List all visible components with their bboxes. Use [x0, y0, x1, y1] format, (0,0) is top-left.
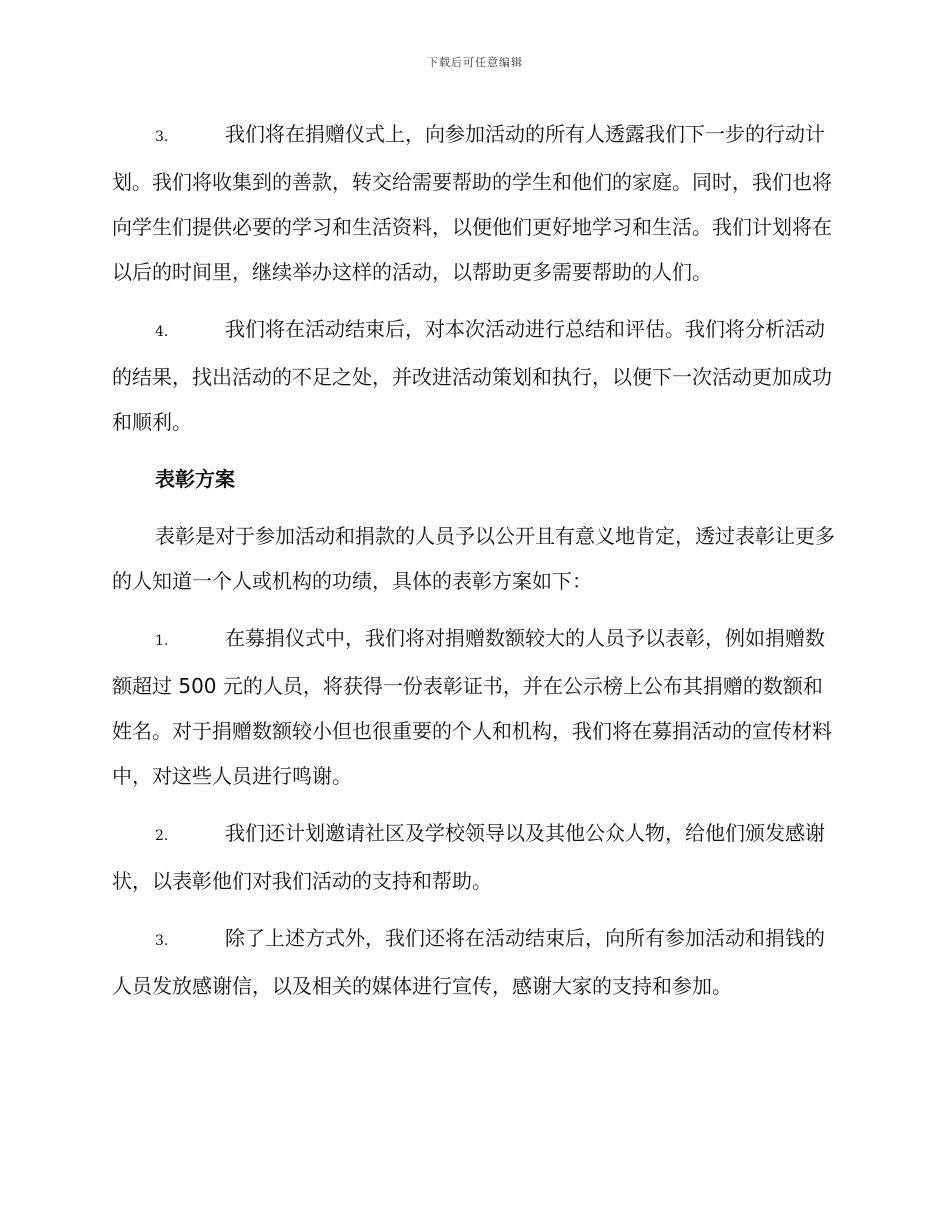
list-item-number: 2.	[155, 828, 169, 844]
list-item-text: 在募捐仪式中，我们将对捐赠数额较大的人员予以表彰，例如捐赠数额超过 500 元的人员，将获得一份表彰证书，并在公示榜上公布其捐赠的数额和姓名。对于捐赠数额较小但也很重要的个人和机构，我们将在募捐活动的宣传材料中，对这些人员进行鸣谢。	[112, 626, 832, 788]
list-item-plan-3	[112, 112, 840, 295]
page-header: 下载后可任意编辑	[427, 56, 523, 69]
list-item-text: 我们将在捐赠仪式上，向参加活动的所有人透露我们下一步的行动计划。我们将收集到的善款，转交给需要帮助的学生和他们的家庭。同时，我们也将向学生们提供必要的学习和生活资料，以便他们更好地学习和生活。我们计划将在以后的时间里，继续举办这样的活动，以帮助更多需要帮助的人们。	[112, 122, 832, 284]
list-item-number: 3.	[155, 933, 169, 949]
list-item-award-2	[112, 811, 840, 904]
section-title: 表彰方案	[155, 467, 235, 491]
list-item-plan-4	[112, 307, 840, 445]
section-intro: 表彰是对于参加活动和捐款的人员予以公开且有意义地肯定，透过表彰让更多的人知道一个人或机构的功绩，具体的表彰方案如下：	[112, 524, 835, 593]
list-item-text: 我们还计划邀请社区及学校领导以及其他公众人物，给他们颁发感谢状，以表彰他们对我们活动的支持和帮助。	[112, 821, 825, 893]
document-content	[112, 112, 840, 1009]
list-item-award-1	[112, 616, 840, 799]
list-item-award-3	[112, 916, 840, 1009]
list-item-number: 3.	[155, 129, 169, 145]
list-item-number: 4.	[155, 324, 169, 340]
list-item-text: 我们将在活动结束后，对本次活动进行总结和评估。我们将分析活动的结果，找出活动的不足之处，并改进活动策划和执行，以便下一次活动更加成功和顺利。	[112, 317, 832, 434]
list-item-number: 1.	[155, 633, 169, 649]
list-item-text: 除了上述方式外，我们还将在活动结束后，向所有参加活动和捐钱的人员发放感谢信，以及相关的媒体进行宣传，感谢大家的支持和参加。	[112, 926, 825, 998]
